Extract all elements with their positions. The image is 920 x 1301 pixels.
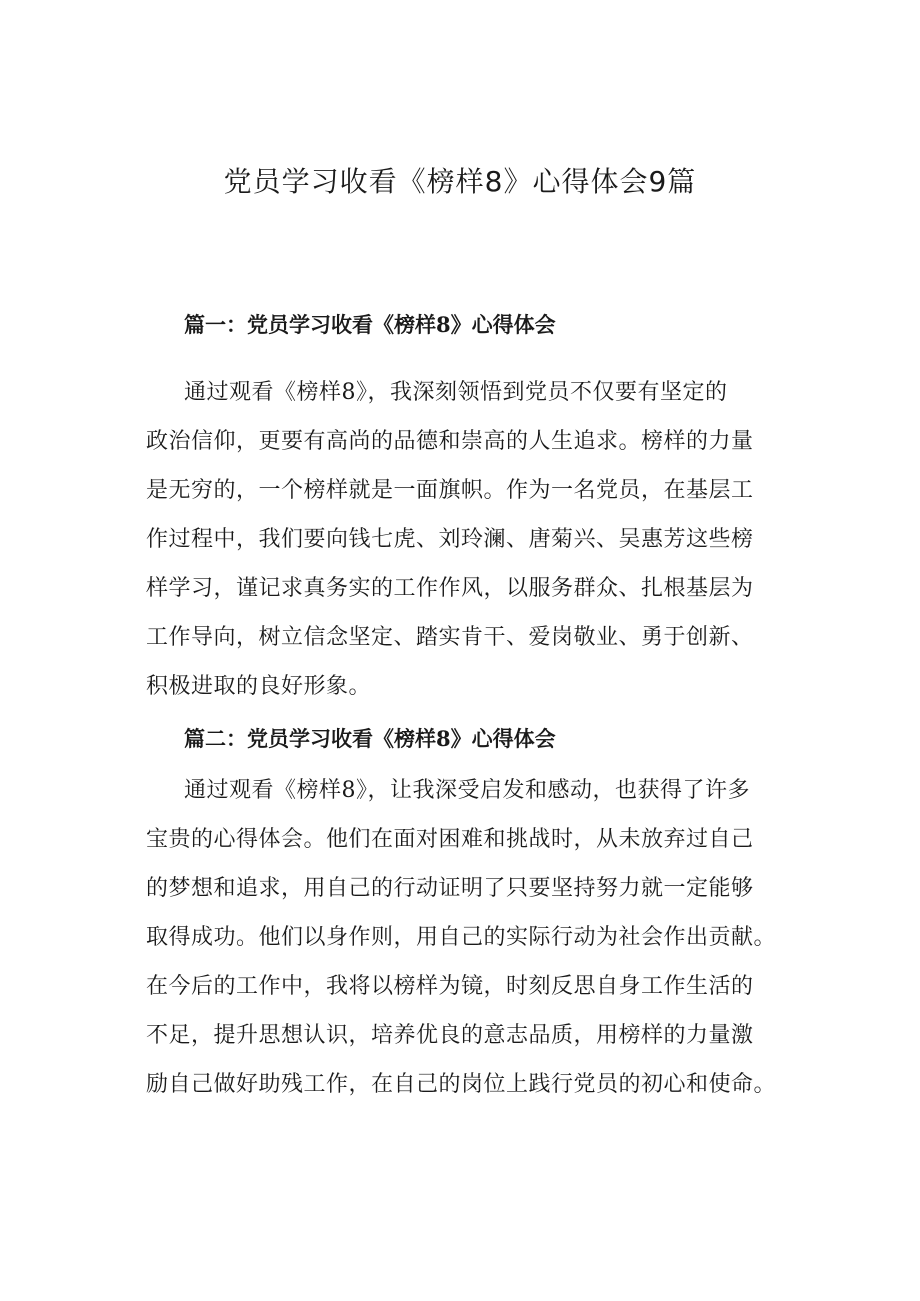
paragraph-line: 励自己做好助残工作，在自己的岗位上践行党员的初心和使命。 <box>146 1072 777 1097</box>
paragraph-line: 宝贵的心得体会。他们在面对困难和挑战时，从未放弃过自己 <box>146 827 754 852</box>
paragraph-line: 的梦想和追求，用自己的行动证明了只要坚持努力就一定能够 <box>146 876 754 901</box>
section-heading: 篇二：党员学习收看《榜样8》心得体会 <box>184 726 556 751</box>
paragraph-line: 在今后的工作中，我将以榜样为镜，时刻反思自身工作生活的 <box>146 974 754 999</box>
paragraph-line: 不足，提升思想认识，培养优良的意志品质，用榜样的力量激 <box>146 1023 754 1048</box>
paragraph-line: 是无穷的，一个榜样就是一面旗帜。作为一名党员，在基层工 <box>146 478 754 503</box>
paragraph-line: 取得成功。他们以身作则，用自己的实际行动为社会作出贡献。 <box>146 925 777 950</box>
paragraph-line: 样学习，谨记求真务实的工作作风，以服务群众、扎根基层为 <box>146 576 754 601</box>
paragraph-line: 通过观看《榜样8》，我深刻领悟到党员不仅要有坚定的 <box>184 380 728 405</box>
section-body <box>146 766 786 1109</box>
section-heading: 篇一：党员学习收看《榜样8》心得体会 <box>184 312 556 337</box>
paragraph-line: 工作导向，树立信念坚定、踏实肯干、爱岗敬业、勇于创新、 <box>146 625 754 650</box>
paragraph-line: 积极进取的良好形象。 <box>146 674 372 699</box>
paragraph-line: 作过程中，我们要向钱七虎、刘玲澜、唐菊兴、吴惠芳这些榜 <box>146 527 754 552</box>
section-body <box>146 368 786 711</box>
section-1 <box>146 310 786 711</box>
document-title: 党员学习收看《榜样8》心得体会9篇 <box>223 165 697 198</box>
paragraph-line: 政治信仰，更要有高尚的品德和崇高的人生追求。榜样的力量 <box>146 429 754 454</box>
section-2 <box>146 724 786 1109</box>
paragraph-line: 通过观看《榜样8》，让我深受启发和感动，也获得了许多 <box>184 778 750 803</box>
